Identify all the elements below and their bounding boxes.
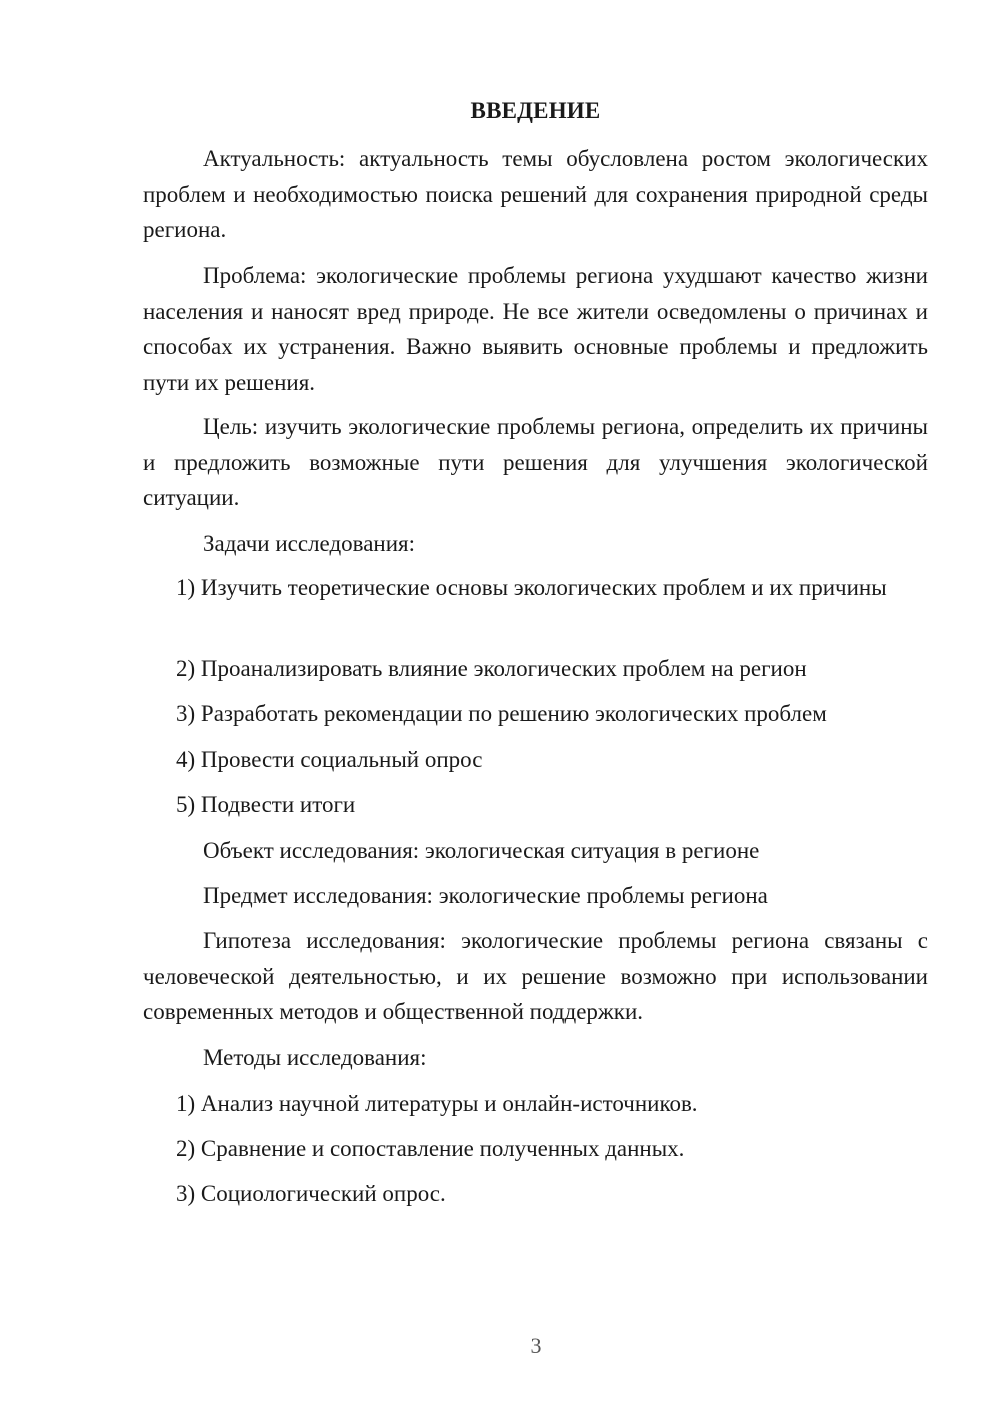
method-item-1: 1) Анализ научной литературы и онлайн-источников. (176, 1091, 698, 1116)
methods-heading: Методы исследования: (203, 1045, 427, 1070)
task-item-1: 1) Изучить теоретические основы экологических проблем и их причины (176, 575, 887, 600)
subject-paragraph: Предмет исследования: экологические проблемы региона (203, 883, 768, 908)
hypothesis-paragraph: Гипотеза исследования: экологические проблемы региона связаны с человеческой деятельностью, и их решение возможно при использовании современных методов и общественной поддержки. (143, 928, 928, 1024)
tasks-heading: Задачи исследования: (203, 531, 416, 556)
page-number: 3 (530, 1333, 542, 1358)
method-item-2: 2) Сравнение и сопоставление полученных данных. (176, 1136, 685, 1161)
method-item-3: 3) Социологический опрос. (176, 1181, 446, 1206)
task-item-4: 4) Провести социальный опрос (176, 747, 483, 772)
goal-paragraph: Цель: изучить экологические проблемы региона, определить их причины и предложить возможные пути решения для улучшения экологической ситуации. (143, 414, 928, 510)
page-title: ВВЕДЕНИЕ (470, 98, 601, 123)
task-item-2: 2) Проанализировать влияние экологических проблем на регион (176, 656, 807, 681)
problem-paragraph: Проблема: экологические проблемы региона ухудшают качество жизни населения и наносят вред природе. Не все жители осведомлены о причинах и способах их устранения. Важно выявить основные проблемы и предложить пути их решения. (143, 263, 928, 395)
object-paragraph: Объект исследования: экологическая ситуация в регионе (203, 838, 760, 863)
task-item-3: 3) Разработать рекомендации по решению экологических проблем (176, 701, 827, 726)
relevance-paragraph: Актуальность: актуальность темы обусловлена ростом экологических проблем и необходимостью поиска решений для сохранения природной среды региона. (143, 146, 928, 242)
task-item-5: 5) Подвести итоги (176, 792, 356, 817)
